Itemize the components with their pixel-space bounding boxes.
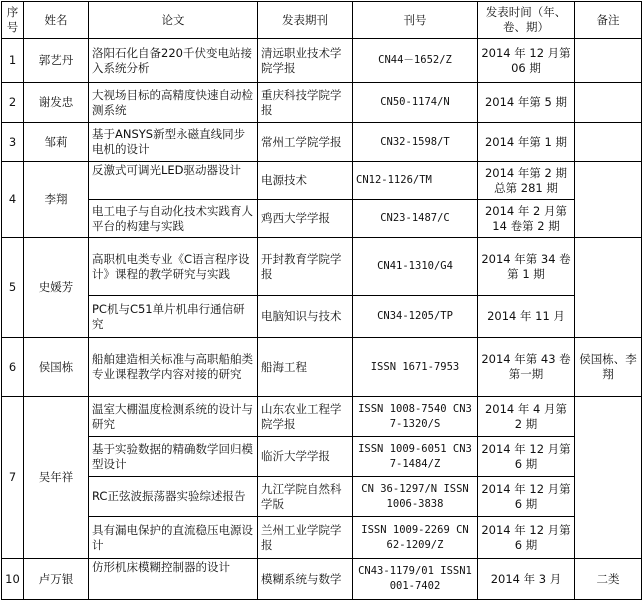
header-time: 发表时间（年、卷、期）: [478, 2, 575, 39]
cell-issn: CN32-1598/T: [353, 123, 478, 162]
header-seq: 序号: [2, 2, 24, 39]
table-row: [2, 83, 642, 123]
table-row: [2, 39, 642, 83]
cell-seq: 6: [2, 338, 24, 397]
cell-seq: 5: [2, 238, 24, 338]
cell-issn: ISSN 1671-7953: [353, 338, 478, 397]
cell-note: [575, 83, 642, 123]
cell-issn: CN23-1487/C: [353, 200, 478, 238]
cell-name: 侯国栋: [24, 338, 89, 397]
cell-issn: CN34-1205/TP: [353, 296, 478, 338]
cell-issn: CN41-1310/G4: [353, 238, 478, 296]
cell-time: 2014 年第 1 期: [478, 123, 575, 162]
cell-paper: 温室大棚温度检测系统的设计与研究: [89, 397, 258, 437]
cell-journal: 模糊系统与数学: [258, 559, 353, 600]
cell-paper: 反激式可调光LED驱动器设计: [89, 162, 258, 200]
cell-paper: 大视场目标的高精度快速自动检测系统: [89, 83, 258, 123]
table-row: [2, 296, 642, 338]
cell-issn: ISSN 1009-6051 CN37-1484/Z: [353, 437, 478, 477]
table-row: [2, 477, 642, 517]
cell-journal: 开封教育学院学报: [258, 238, 353, 296]
cell-journal: 兰州工业学院学报: [258, 517, 353, 559]
cell-issn: ISSN 1009-2269 CN 62-1209/Z: [353, 517, 478, 559]
cell-name: 谢发忠: [24, 83, 89, 123]
cell-paper: RC正弦波振荡器实验综述报告: [89, 477, 258, 517]
cell-time: 2014 年 3 月: [478, 559, 575, 600]
table-row: [2, 123, 642, 162]
table-row: [2, 517, 642, 559]
cell-note: 二类: [575, 559, 642, 600]
cell-time: 2014 年 12 月第 6 期: [478, 437, 575, 477]
cell-issn: CN 36-1297/N ISSN 1006-3838: [353, 477, 478, 517]
cell-issn: CN43-1179/01 ISSN1001-7402: [353, 559, 478, 600]
cell-journal: 船海工程: [258, 338, 353, 397]
cell-name: 郭艺丹: [24, 39, 89, 83]
cell-name: 李翔: [24, 162, 89, 238]
cell-journal: 常州工学院学报: [258, 123, 353, 162]
cell-issn: CN50-1174/N: [353, 83, 478, 123]
cell-name: 邹莉: [24, 123, 89, 162]
cell-time: 2014 年第 5 期: [478, 83, 575, 123]
cell-time: 2014 年 12 月第 6 期: [478, 517, 575, 559]
cell-seq: 1: [2, 39, 24, 83]
cell-issn: ISSN 1008-7540 CN37-1320/S: [353, 397, 478, 437]
header-note: 备注: [575, 2, 642, 39]
cell-seq: 3: [2, 123, 24, 162]
cell-journal: 山东农业工程学院学报: [258, 397, 353, 437]
cell-time: 2014 年第 34 卷第 1 期: [478, 238, 575, 296]
cell-name: 卢万银: [24, 559, 89, 600]
cell-time: 2014 年第 43 卷第一期: [478, 338, 575, 397]
table-row: [2, 162, 642, 200]
cell-paper: 船舶建造相关标准与高职船舶类专业课程教学内容对接的研究: [89, 338, 258, 397]
cell-journal: 重庆科技学院学报: [258, 83, 353, 123]
cell-paper: 电工电子与自动化技术实践育人平台的构建与实践: [89, 200, 258, 238]
cell-seq: 2: [2, 83, 24, 123]
cell-journal: 清远职业技术学院学报: [258, 39, 353, 83]
cell-issn: CN44－1652/Z: [353, 39, 478, 83]
cell-paper: 高职机电类专业《C语言程序设计》课程的教学研究与实践: [89, 238, 258, 296]
table-row: [2, 559, 642, 600]
header-journal: 发表期刊: [258, 2, 353, 39]
cell-paper: 基于ANSYS新型永磁直线同步电机的设计: [89, 123, 258, 162]
cell-note: [575, 123, 642, 162]
cell-seq: 4: [2, 162, 24, 238]
cell-time: 2014 年 12 月第 06 期: [478, 39, 575, 83]
cell-time: 2014 年 11 月: [478, 296, 575, 338]
cell-journal: 电源技术: [258, 162, 353, 200]
cell-note: 侯国栋、李翔: [575, 338, 642, 397]
cell-time: 2014 年 2 月第 14 卷第 2 期: [478, 200, 575, 238]
cell-paper: PC机与C51单片机串行通信研究: [89, 296, 258, 338]
cell-time: 2014 年第 2 期总第 281 期: [478, 162, 575, 200]
cell-journal: 九江学院自然科学版: [258, 477, 353, 517]
table-row: [2, 200, 642, 238]
cell-paper: 洛阳石化自备220千伏变电站接入系统分析: [89, 39, 258, 83]
header-paper: 论文: [89, 2, 258, 39]
header-issn: 刊号: [353, 2, 478, 39]
header-name: 姓名: [24, 2, 89, 39]
table-row: [2, 397, 642, 437]
cell-name: 史媛芳: [24, 238, 89, 338]
cell-journal: 鸡西大学学报: [258, 200, 353, 238]
table-row: [2, 338, 642, 397]
cell-seq: 7: [2, 397, 24, 559]
cell-time: 2014 年 4 月第 2 期: [478, 397, 575, 437]
table-row: [2, 238, 642, 296]
publication-table: [1, 1, 642, 600]
cell-note: [575, 238, 642, 338]
cell-note: [575, 162, 642, 238]
cell-paper: 基于实验数据的精确数学回归模型设计: [89, 437, 258, 477]
header-row: [2, 2, 642, 39]
cell-paper: 仿形机床模糊控制器的设计: [89, 559, 258, 600]
cell-paper: 具有漏电保护的直流稳压电源设计: [89, 517, 258, 559]
cell-journal: 电脑知识与技术: [258, 296, 353, 338]
cell-note: [575, 397, 642, 559]
table-row: [2, 437, 642, 477]
cell-time: 2014 年 12 月第 6 期: [478, 477, 575, 517]
cell-journal: 临沂大学学报: [258, 437, 353, 477]
cell-name: 吴年祥: [24, 397, 89, 559]
cell-seq: 10: [2, 559, 24, 600]
cell-note: [575, 39, 642, 83]
cell-issn: CN12-1126/TM: [353, 162, 478, 200]
